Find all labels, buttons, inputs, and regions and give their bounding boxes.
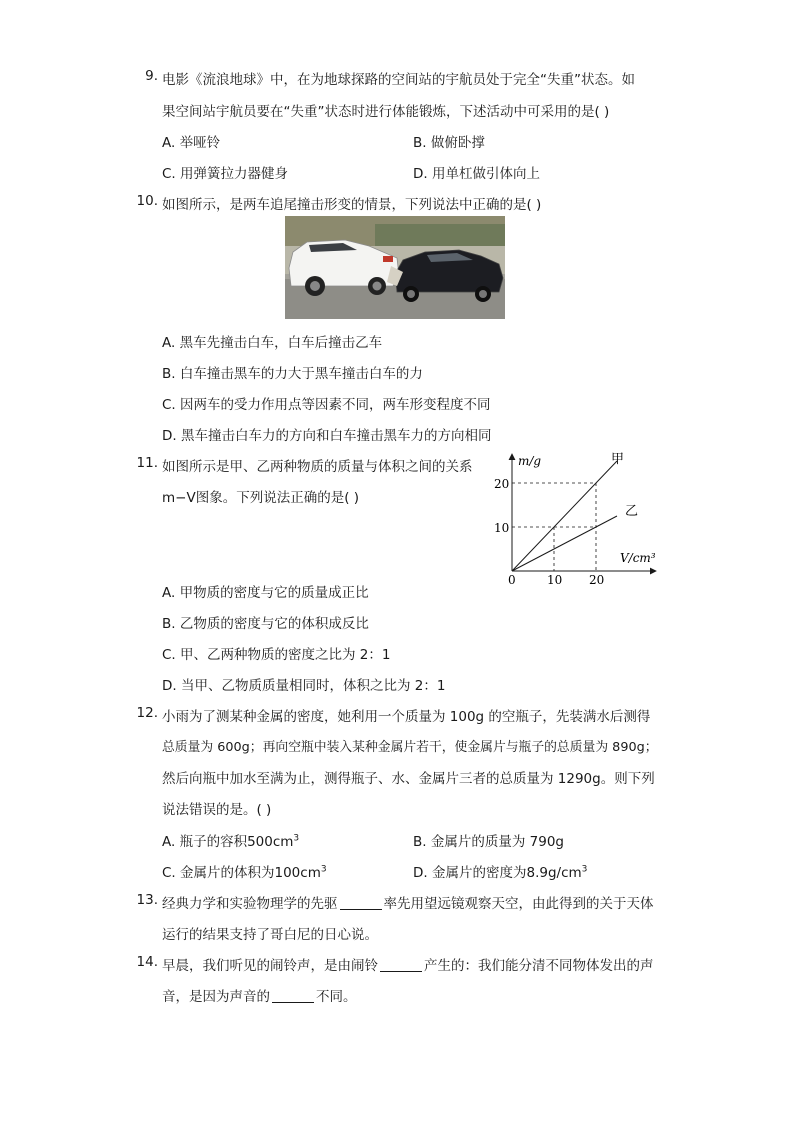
q13-answer-blank[interactable] — [340, 897, 382, 910]
q12-text-line4: 说法错误的是。( ) — [162, 802, 272, 818]
series-label-jia: 甲 — [611, 452, 625, 467]
origin-label: 0 — [508, 573, 516, 587]
q11-option-c: C. 甲、乙两种物质的密度之比为 2：1 — [162, 647, 391, 663]
q10-option-b: B. 白车撞击黑车的力大于黑车撞击白车的力 — [162, 366, 423, 382]
x-tick-20: 20 — [589, 573, 605, 587]
q9-text-line2: 果空间站宇航员要在“失重”状态时进行体能锻炼，下述活动中可采用的是( ) — [162, 104, 610, 120]
q12-text-line3: 然后向瓶中加水至满为止，测得瓶子、水、金属片三者的总质量为 1290g。则下列 — [162, 771, 655, 787]
q12-text-line1: 小雨为了测某种金属的密度，她利用一个质量为 100g 的空瓶子，先装满水后测得 — [162, 709, 651, 725]
y-axis-label: m/g — [518, 454, 542, 468]
q12-option-a: A. 瓶子的容积$500cm^3$ — [162, 833, 300, 850]
q9-option-b: B. 做俯卧撑 — [413, 135, 485, 151]
q11-option-a: A. 甲物质的密度与它的质量成正比 — [162, 585, 369, 601]
q10-option-d: D. 黑车撞击白车力的方向和白车撞击黑车力的方向相同 — [162, 428, 492, 444]
q12-text-line2: 总质量为 600g；再向空瓶中装入某种金属片若干，使金属片与瓶子的总质量为 890g； — [162, 740, 658, 755]
q11-text-line1: 如图所示是甲、乙两种物质的质量与体积之间的关系 — [162, 459, 473, 475]
q14-number: 14. — [136, 954, 158, 970]
q9-option-d: D. 用单杠做引体向上 — [413, 166, 540, 182]
y-tick-10: 10 — [494, 521, 510, 535]
q11-option-b: B. 乙物质的密度与它的体积成反比 — [162, 616, 369, 632]
q13-text-line1: 经典力学和实验物理学的先驱 率先用望远镜观察天空，由此得到的关于天体 — [162, 896, 654, 912]
q11-option-d: D. 当甲、乙物质质量相同时，体积之比为 2：1 — [162, 678, 446, 694]
y-tick-20: 20 — [494, 477, 510, 491]
q12-option-d: D. 金属片的密度为$8.9g/cm^3$ — [413, 864, 588, 881]
q10-text-line1: 如图所示，是两车追尾撞击形变的情景，下列说法中正确的是( ) — [162, 197, 542, 213]
q9-option-c: C. 用弹簧拉力器健身 — [162, 166, 289, 182]
q9-number: 9. — [145, 68, 158, 84]
q12-number: 12. — [136, 705, 158, 721]
q14-text-line2: 音，是因为声音的 不同。 — [162, 989, 357, 1005]
q14-answer-blank-2[interactable] — [272, 990, 314, 1003]
car-crash-photo — [285, 216, 505, 319]
q14-answer-blank-1[interactable] — [380, 959, 422, 972]
q10-number: 10. — [136, 193, 158, 209]
q11-text-line2: m−V图象。下列说法正确的是( ) — [162, 490, 360, 506]
q9-option-a: A. 举哑铃 — [162, 135, 221, 151]
q13-number: 13. — [136, 892, 158, 908]
q9-text-line1: 电影《流浪地球》中，在为地球探路的空间站的宇航员处于完全“失重”状态。如 — [162, 72, 635, 88]
q10-option-a: A. 黑车先撞击白车，白车后撞击乙车 — [162, 335, 383, 351]
series-label-yi: 乙 — [625, 504, 639, 519]
q12-option-b: B. 金属片的质量为 790g — [413, 834, 564, 850]
series-line-jia — [512, 461, 617, 571]
q14-text-line1: 早晨，我们听见的闹铃声，是由闹铃 产生的：我们能分清不同物体发出的声 — [162, 958, 654, 974]
x-tick-10: 10 — [547, 573, 563, 587]
q10-option-c: C. 因两车的受力作用点等因素不同，两车形变程度不同 — [162, 397, 491, 413]
q12-option-c: C. 金属片的体积为$100cm^3$ — [162, 864, 327, 881]
q11-number: 11. — [136, 455, 158, 471]
x-axis-label: V/cm³ — [620, 551, 656, 565]
q13-text-line2: 运行的结果支持了哥白尼的日心说。 — [162, 927, 378, 943]
mv-graph — [480, 450, 670, 594]
series-line-yi — [512, 516, 617, 571]
